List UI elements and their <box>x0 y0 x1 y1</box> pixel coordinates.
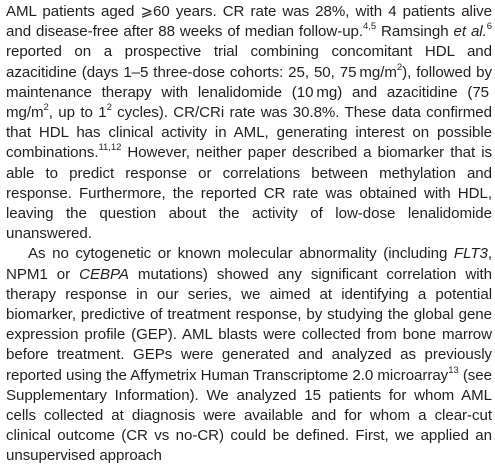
gene-name-italic: FLT3 <box>453 245 488 263</box>
text-run: (see Supplementary Information). We analyzed 15 patients for whom AML cells collected at diagnosis were available and for whom a clear-cut clinical outcome (CR vs no-CR) could be defined. First, we applied an unsupervised approach <box>6 366 492 465</box>
exponent-superscript: 2 <box>106 101 112 113</box>
text-run: reported on a prospective trial combining concomitant HDL and azacitidine (days 1–5 three-dose cohorts: 25, 50, 75 mg/m <box>6 43 492 81</box>
gene-name-italic: CEBPA <box>79 265 129 283</box>
text-run: , NPM1 or <box>6 245 492 283</box>
reference-superscript[interactable]: 11,12 <box>98 142 122 154</box>
paragraph-2 <box>6 244 492 466</box>
exponent-superscript: 2 <box>396 61 403 73</box>
exponent-superscript: 2 <box>43 101 49 113</box>
text-run: Ramsingh <box>376 23 454 41</box>
reference-superscript[interactable]: 13 <box>448 364 459 376</box>
reference-superscript[interactable]: 6 <box>486 21 492 33</box>
text-run: cycles). CR/CRi rate was 30.8%. These data confirmed that HDL has clinical activity in AML, generating interest on possible combinations. <box>6 104 492 162</box>
reference-superscript[interactable]: 4,5 <box>363 21 377 33</box>
text-run: , up to 1 <box>48 104 107 122</box>
italic-et-al: et al. <box>453 23 487 41</box>
text-run: AML patients aged ⩾60 years. CR rate was 28%, with 4 patients alive and disease-free after 88 weeks of median follow-up. <box>6 3 492 41</box>
text-run: However, neither paper described a biomarker that is able to predict response or correlations between methylation and response. Furthermore, the reported CR rate was obtained with HDL, leaving the question about the activity of low-dose lenalidomide unanswered. <box>6 144 492 243</box>
text-run: As no cytogenetic or known molecular abnormality (including <box>28 245 454 263</box>
text-run: ), followed by maintenance therapy with lenalidomide (10 mg) and azacitidine (75 mg/m <box>6 63 492 122</box>
text-run: mutations) showed any significant correlation with therapy response in our series, we aimed at identifying a potential biomarker, predictive of treatment response, by studying the global gene expression profile (GEP). AML blasts were collected from bone marrow before treatment. GEPs were generated and analyzed as previously reported using the Affymetrix Human Transcriptome 2.0 microarray <box>6 265 493 384</box>
paragraph-1 <box>6 2 492 244</box>
